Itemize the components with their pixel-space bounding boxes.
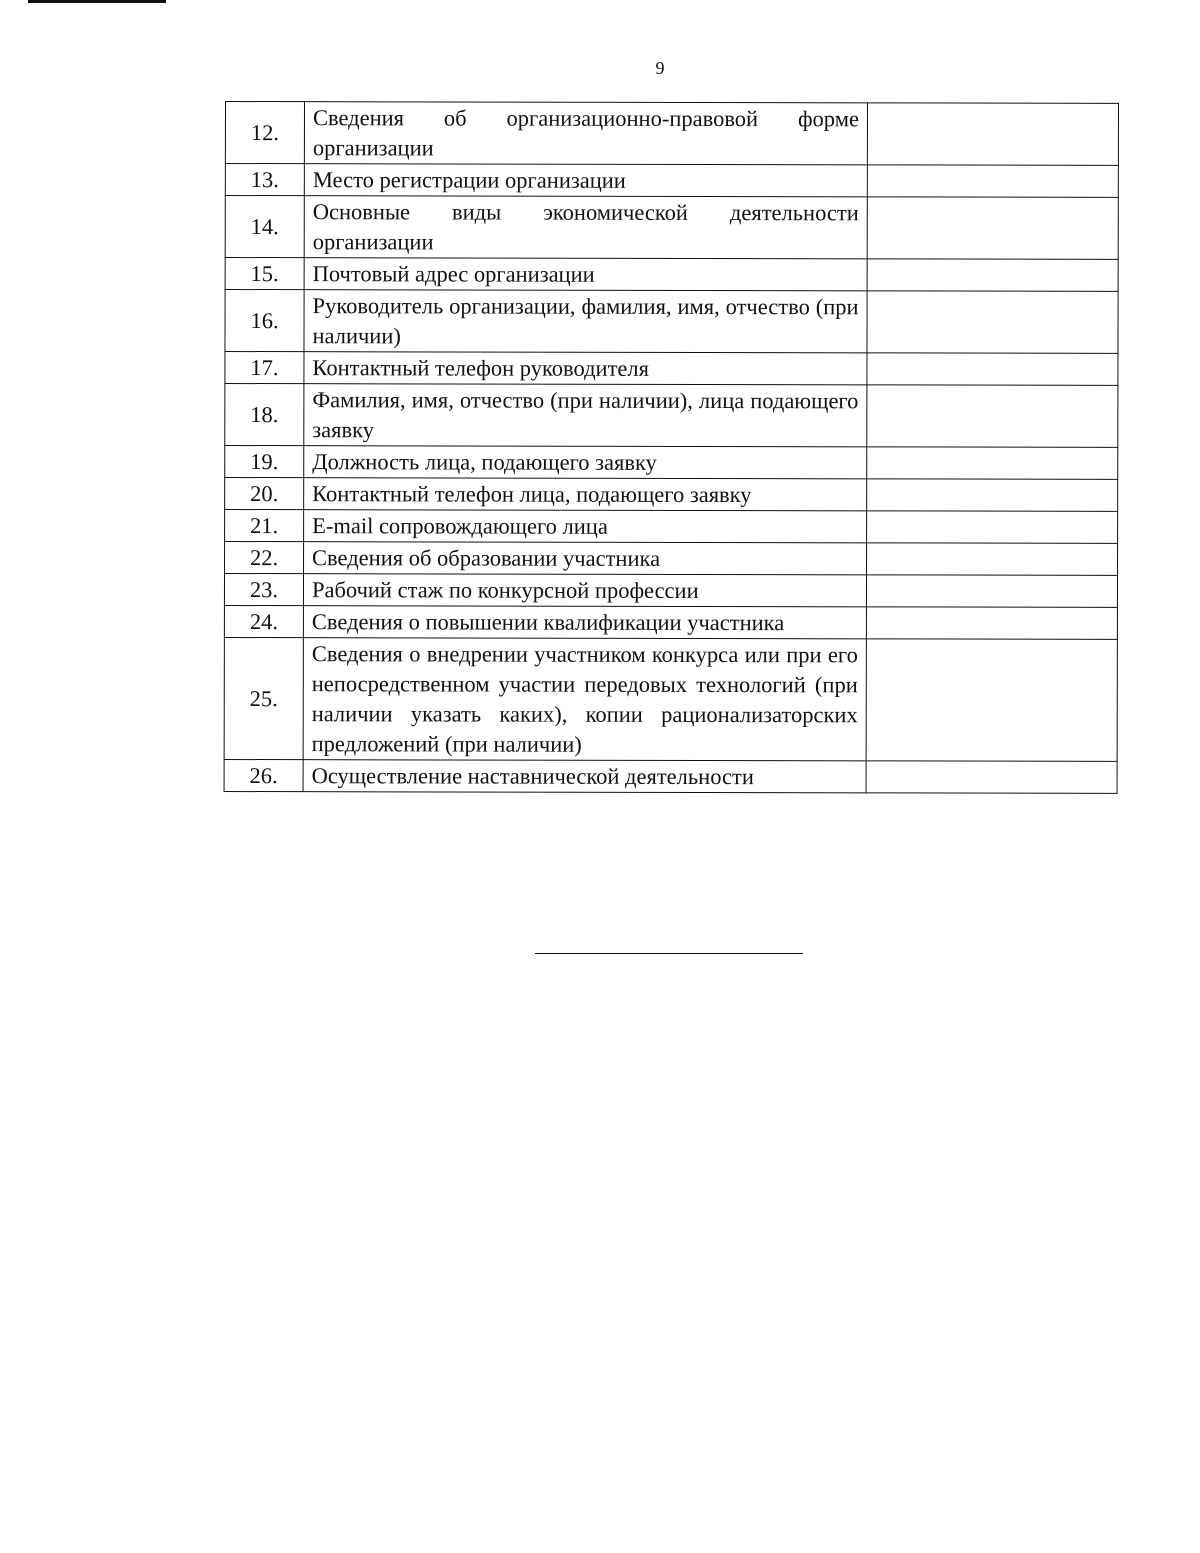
field-value-cell[interactable] (867, 385, 1118, 448)
field-label: Сведения о внедрении участником конкурса или при его непосредственном участии передовых технологий (при наличии указать каких), копии рационализаторских предложений (при наличии) (303, 638, 866, 761)
field-value-cell[interactable] (867, 479, 1118, 512)
field-value-cell[interactable] (867, 291, 1118, 354)
row-number: 25. (224, 637, 303, 759)
table-row (224, 637, 1117, 761)
field-label: Сведения об организационно-правовой форме организации (304, 102, 867, 165)
row-number: 23. (224, 574, 303, 606)
field-label: Место регистрации организации (304, 164, 867, 197)
row-number: 16. (225, 290, 304, 352)
field-label: Контактный телефон лица, подающего заявку (304, 478, 867, 511)
row-number: 12. (225, 102, 304, 164)
field-label: Сведения о повышении квалификации участника (303, 606, 866, 639)
field-value-cell[interactable] (867, 165, 1118, 198)
table-row (225, 542, 1118, 576)
table-row (224, 574, 1117, 608)
row-number: 19. (225, 446, 304, 478)
field-value-cell[interactable] (867, 511, 1118, 544)
field-value-cell[interactable] (867, 543, 1118, 576)
row-number: 21. (225, 510, 304, 542)
field-label: Сведения об образовании участника (304, 542, 867, 575)
field-value-cell[interactable] (866, 575, 1117, 608)
field-value-cell[interactable] (866, 639, 1117, 762)
table-row (225, 352, 1118, 386)
table-row (225, 384, 1118, 448)
row-number: 24. (224, 605, 303, 637)
table-row (225, 258, 1118, 292)
row-number: 26. (224, 759, 303, 791)
row-number: 18. (225, 384, 304, 446)
table-row (225, 510, 1118, 544)
row-number: 20. (225, 478, 304, 510)
field-label: Контактный телефон руководителя (304, 352, 867, 385)
table-row (224, 605, 1117, 639)
scan-edge-mark (28, 0, 166, 3)
table-row (225, 164, 1118, 198)
field-label: Рабочий стаж по конкурсной профессии (303, 574, 866, 607)
field-label: Руководитель организации, фамилия, имя, отчество (при наличии) (304, 290, 867, 353)
application-form-table (224, 101, 1119, 794)
table-row (224, 759, 1117, 793)
row-number: 17. (225, 352, 304, 384)
closing-separator-line (535, 953, 803, 954)
field-label: Основные виды экономической деятельности организации (304, 196, 867, 259)
table-row (225, 196, 1118, 260)
field-value-cell[interactable] (867, 197, 1118, 260)
table-row (225, 102, 1118, 166)
row-number: 13. (225, 164, 304, 196)
row-number: 22. (225, 542, 304, 574)
field-value-cell[interactable] (866, 607, 1117, 640)
field-label: Должность лица, подающего заявку (304, 446, 867, 479)
row-number: 15. (225, 258, 304, 290)
field-label: Фамилия, имя, отчество (при наличии), лица подающего заявку (304, 384, 867, 447)
table-row (225, 478, 1118, 512)
table-row (225, 290, 1118, 354)
field-value-cell[interactable] (866, 761, 1117, 794)
page-number: 9 (655, 58, 665, 78)
table-row (225, 446, 1118, 480)
field-value-cell[interactable] (867, 353, 1118, 386)
row-number: 14. (225, 196, 304, 258)
field-label: Почтовый адрес организации (304, 258, 867, 291)
field-label: Осуществление наставнической деятельности (303, 760, 866, 793)
field-label: E-mail сопровождающего лица (304, 510, 867, 543)
form-table-body (224, 102, 1118, 794)
field-value-cell[interactable] (867, 259, 1118, 292)
field-value-cell[interactable] (867, 103, 1118, 166)
field-value-cell[interactable] (867, 447, 1118, 480)
